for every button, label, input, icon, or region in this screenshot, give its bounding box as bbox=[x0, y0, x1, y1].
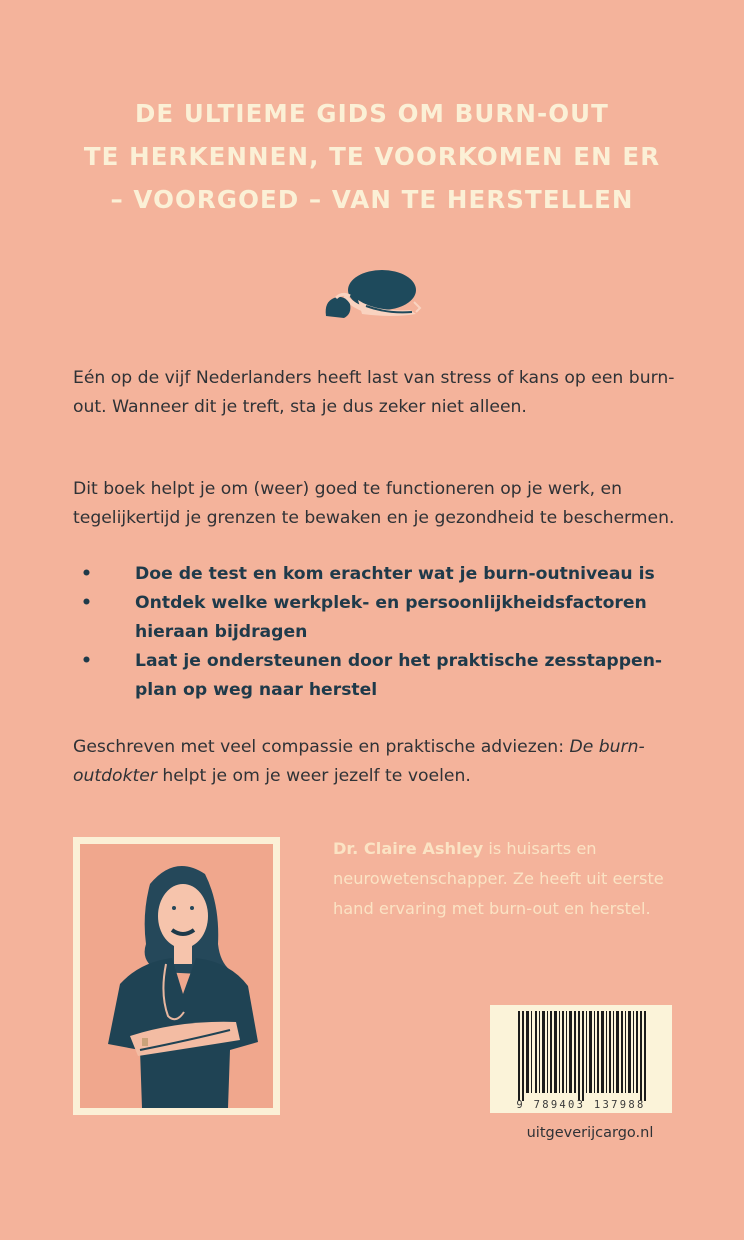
isbn-number: 9 789403 137988 bbox=[516, 1099, 646, 1111]
headline bbox=[0, 92, 744, 221]
headline-line-2: TE HERKENNEN, TE VOORKOMEN EN ER bbox=[83, 142, 661, 171]
headline-line-1: DE ULTIEME GIDS OM BURN-OUT bbox=[135, 99, 609, 128]
list-item bbox=[73, 589, 693, 647]
book-title: De burn-outdokter bbox=[73, 737, 645, 786]
author-bio bbox=[333, 834, 693, 924]
bullet-icon: • bbox=[81, 564, 92, 584]
author-bio-text: is huisarts en neurowetenschapper. Ze heeft uit eerste hand ervaring met burn-out en herstel. bbox=[333, 839, 664, 918]
isbn-barcode bbox=[490, 1005, 672, 1113]
closing-suffix: helpt je om je weer jezelf te voelen. bbox=[156, 766, 471, 786]
author-photo-frame bbox=[73, 837, 280, 1115]
bullet-icon: • bbox=[81, 651, 92, 671]
closing-paragraph bbox=[73, 733, 693, 791]
crouching-figure-icon bbox=[306, 262, 436, 322]
bullet-icon: • bbox=[81, 593, 92, 613]
list-item-text: Ontdek welke werkplek- en persoonlijkheidsfactoren hieraan bijdragen bbox=[135, 593, 647, 642]
intro-paragraph-2: Dit boek helpt je om (weer) goed te functioneren op je werk, en tegelijkertijd je grenzen te bewaken en je gezondheid te beschermen. bbox=[73, 479, 675, 528]
list-item bbox=[73, 560, 693, 589]
list-item-text: Laat je ondersteunen door het praktische zesstappen-plan op weg naar herstel bbox=[135, 651, 663, 700]
closing-prefix: Geschreven met veel compassie en praktische adviezen: bbox=[73, 737, 570, 757]
author-photo bbox=[80, 844, 273, 1108]
intro-paragraph-1: Eén op de vijf Nederlanders heeft last van stress of kans op een burn-out. Wanneer dit je treft, sta je dus zeker niet alleen. bbox=[73, 368, 675, 417]
list-item bbox=[73, 647, 693, 705]
publisher-url[interactable]: uitgeverijcargo.nl bbox=[526, 1125, 654, 1141]
benefits-list bbox=[73, 560, 693, 705]
headline-line-3: – VOORGOED – VAN TE HERSTELLEN bbox=[110, 185, 634, 214]
author-name: Dr. Claire Ashley bbox=[333, 839, 484, 858]
barcode-icon bbox=[490, 1005, 672, 1113]
list-item-text: Doe de test en kom erachter wat je burn-outniveau is bbox=[135, 564, 655, 584]
